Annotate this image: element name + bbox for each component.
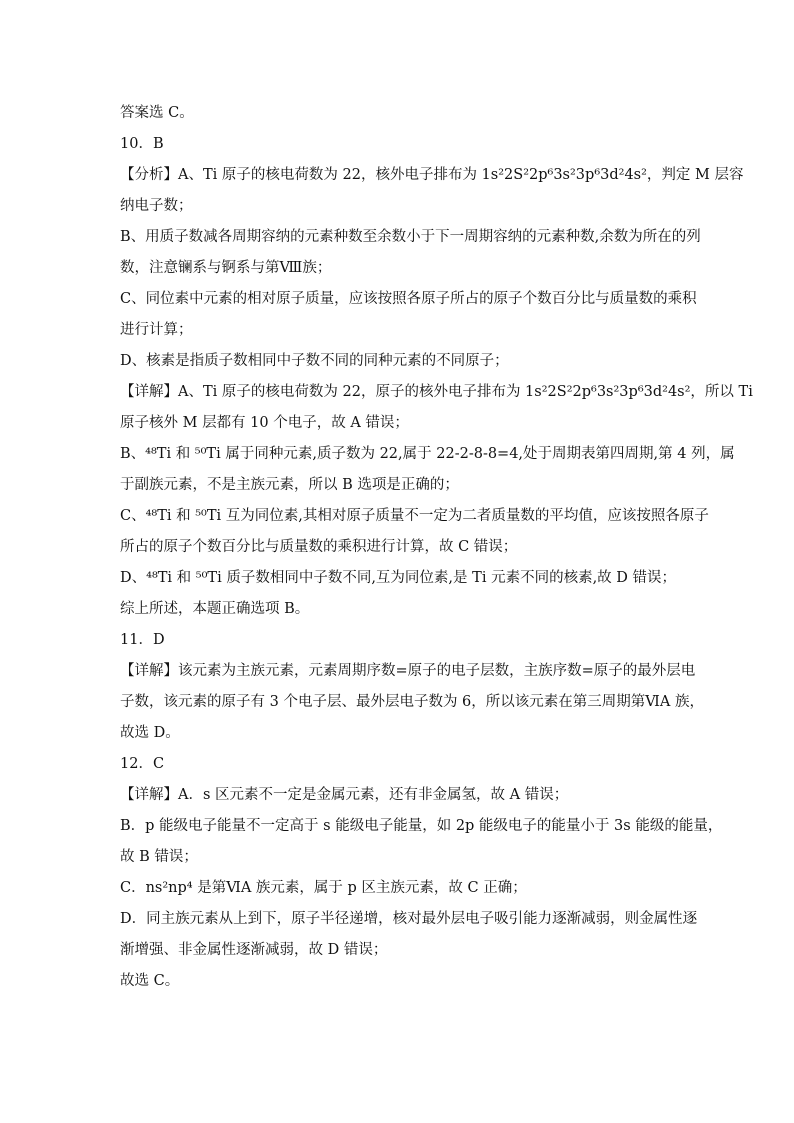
text-line: 数，注意镧系与锕系与第Ⅷ族；: [120, 260, 332, 276]
text-line: 综上所述，本题正确选项 B。: [120, 601, 310, 617]
text-line: 【详解】该元素为主族元素，元素周期序数=原子的电子层数，主族序数=原子的最外层电: [120, 663, 696, 679]
text-line: D、核素是指质子数相同中子数不同的同种元素的不同原子；: [120, 353, 509, 369]
text-line: 故 B 错误；: [120, 849, 198, 865]
text-line: 所占的原子个数百分比与质量数的乘积进行计算，故 C 错误；: [120, 539, 518, 555]
text-line: 【详解】A、Ti 原子的核电荷数为 22，原子的核外电子排布为 1s²2S²2p⁶3s²3p⁶3d²4s²，所以 Ti: [120, 384, 753, 400]
text-line: 进行计算；: [120, 322, 193, 338]
text-line: C、⁴⁸Ti 和 ⁵⁰Ti 互为同位素,其相对原子质量不一定为二者质量数的平均值，应该按照各原子: [120, 508, 709, 524]
text-line: C、同位素中元素的相对原子质量，应该按照各原子所占的原子个数百分比与质量数的乘积: [120, 291, 697, 307]
text-line: 故选 C。: [120, 973, 180, 989]
text-line: B、用质子数减各周期容纳的元素种数至余数小于下一周期容纳的元素种数,余数为所在的列: [120, 229, 701, 245]
text-line: 答案选 C。: [120, 105, 194, 121]
text-line: 渐增强、非金属性逐渐减弱，故 D 错误；: [120, 942, 388, 958]
text-line: 子数，该元素的原子有 3 个电子层、最外层电子数为 6，所以该元素在第三周期第ⅥA 族，: [120, 694, 704, 710]
text-line: B．p 能级电子能量不一定高于 s 能级电子能量，如 2p 能级电子的能量小于 3s 能级的能量，: [120, 818, 723, 834]
text-line: 【详解】A．s 区元素不一定是金属元素，还有非金属氢，故 A 错误；: [120, 787, 569, 803]
text-line: B、⁴⁸Ti 和 ⁵⁰Ti 属于同种元素,质子数为 22,属于 22-2-8-8=4,处于周期表第四周期,第 4 列，属: [120, 446, 735, 462]
text-line: 原子核外 M 层都有 10 个电子，故 A 错误；: [120, 415, 409, 431]
question-number: 11．D: [120, 632, 165, 648]
question-number: 12．C: [120, 756, 165, 772]
text-line: 纳电子数；: [120, 198, 193, 214]
text-line: D、⁴⁸Ti 和 ⁵⁰Ti 质子数相同中子数不同,互为同位素,是 Ti 元素不同的核素,故 D 错误；: [120, 570, 677, 586]
text-line: 【分析】A、Ti 原子的核电荷数为 22，核外电子排布为 1s²2S²2p⁶3s²3p⁶3d²4s²，判定 M 层容: [120, 167, 744, 183]
text-line: 故选 D。: [120, 725, 180, 741]
text-line: C．ns²np⁴ 是第ⅥA 族元素，属于 p 区主族元素，故 C 正确；: [120, 880, 527, 896]
text-line: 于副族元素，不是主族元素，所以 B 选项是正确的；: [120, 477, 459, 493]
question-number: 10．B: [120, 136, 164, 152]
text-line: D．同主族元素从上到下，原子半径递增，核对最外层电子吸引能力逐渐减弱，则金属性逐: [120, 911, 698, 927]
